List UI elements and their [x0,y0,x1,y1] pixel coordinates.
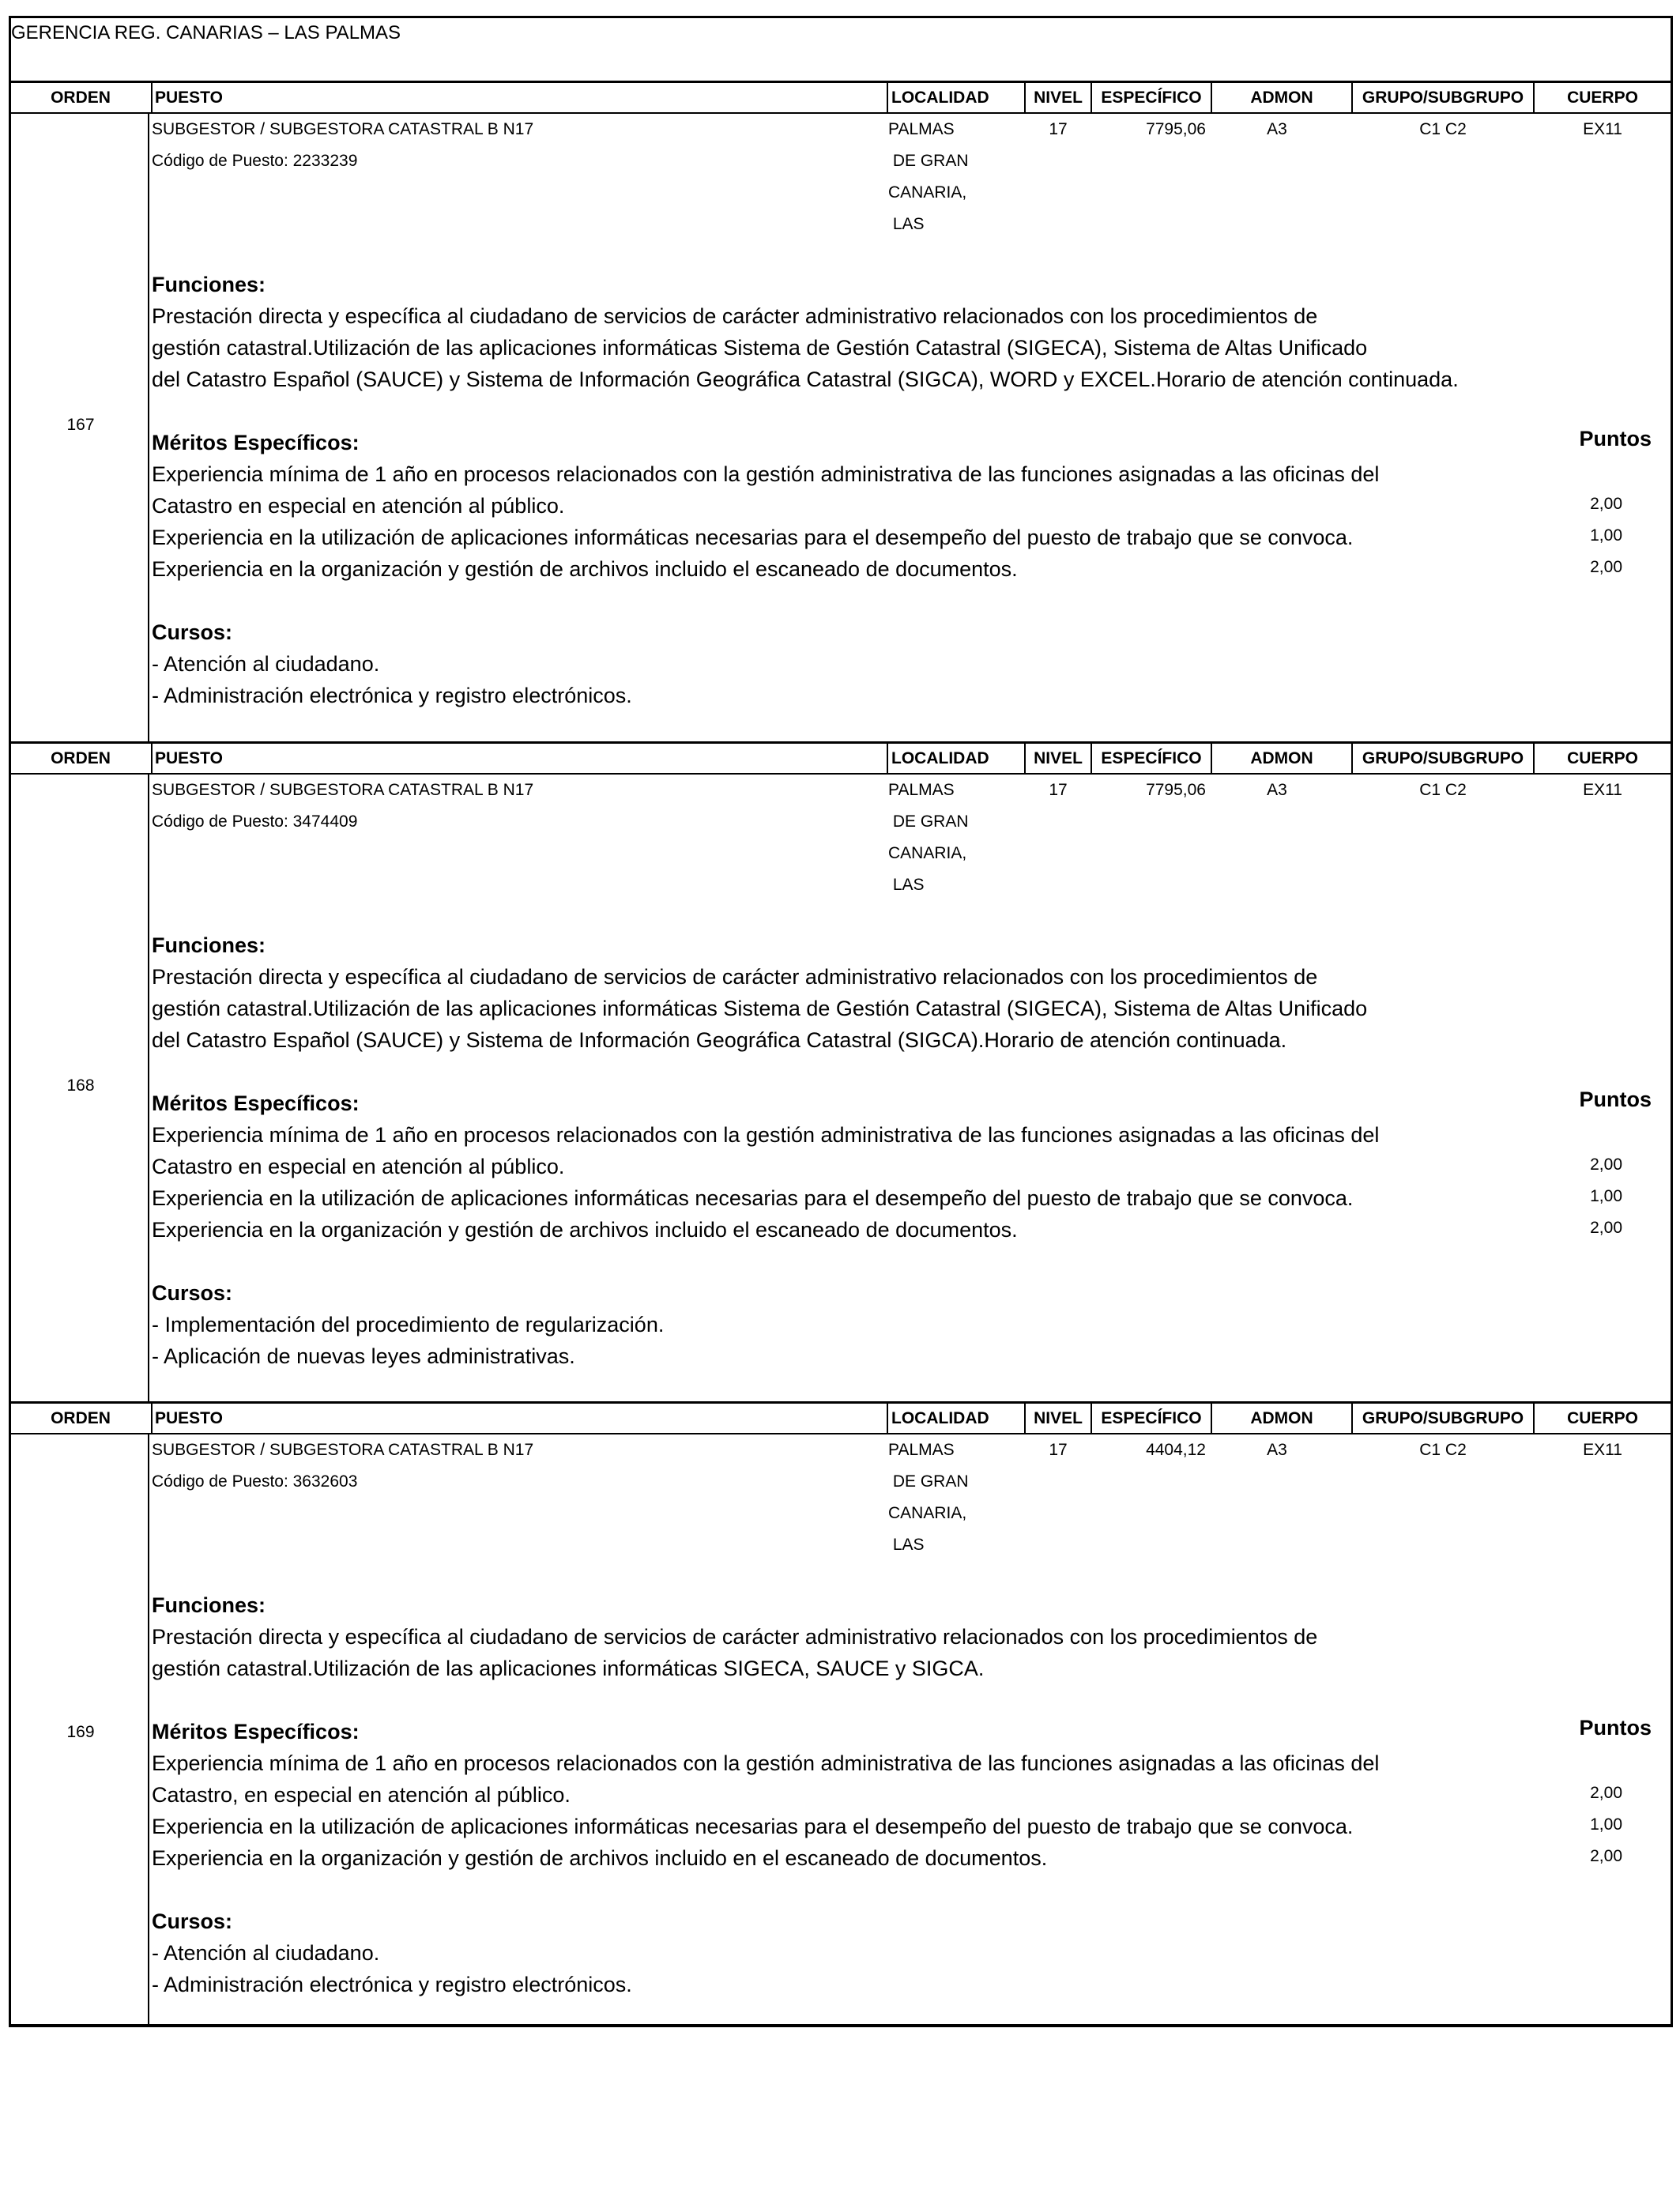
cuerpo-value: EX11 [1583,781,1622,799]
merito-text: Catastro, en especial en atención al público. [152,1783,571,1807]
column-header-nivel: NIVEL [1034,1409,1083,1427]
orden-number: 169 [66,1723,95,1741]
header-column-divider [1024,1401,1026,1434]
merito-text: Catastro en especial en atención al público. [152,1155,565,1178]
merito-text: Experiencia en la utilización de aplicaciones informáticas necesarias para el desempeño del puesto de trabajo que se convoca. [152,1186,1354,1210]
admon-value: A3 [1267,781,1287,799]
column-header-especifico: ESPECÍFICO [1101,1409,1202,1427]
header-bottom-rule [9,773,1673,775]
especifico-value: 4404,12 [1146,1441,1206,1459]
localidad-line: DE GRAN [888,1472,969,1491]
merito-points: 2,00 [1590,558,1622,576]
nivel-value: 17 [1049,1441,1068,1459]
funciones-text: Prestación directa y específica al ciudadano de servicios de carácter administrativo relacionados con los procedimientos de [152,965,1318,989]
header-column-divider [1211,741,1212,775]
localidad-line: PALMAS [888,781,955,799]
merito-points: 2,00 [1590,1219,1622,1237]
localidad-line: LAS [888,876,925,894]
nivel-value: 17 [1049,120,1068,138]
header-column-divider [1211,1401,1212,1434]
column-header-especifico: ESPECÍFICO [1101,89,1202,107]
merito-points: 1,00 [1590,1815,1622,1834]
merito-text: Experiencia en la organización y gestión de archivos incluido el escaneado de documentos. [152,1218,1018,1242]
especifico-value: 7795,06 [1146,781,1206,799]
header-column-divider [1024,81,1026,114]
meritos-heading: Méritos Específicos: [152,1091,360,1115]
codigo-puesto: Código de Puesto: 3632603 [152,1472,358,1491]
table-bottom-rule [9,2025,1673,2027]
column-header-admon: ADMON [1250,1409,1313,1427]
funciones-text: gestión catastral.Utilización de las aplicaciones informáticas Sistema de Gestión Catastral (SIGECA), Sistema de Altas Unificado [152,336,1368,360]
column-header-localidad: LOCALIDAD [891,89,989,107]
column-header-admon: ADMON [1250,749,1313,767]
puntos-heading: Puntos [1579,427,1652,450]
column-header-cuerpo: CUERPO [1567,1409,1638,1427]
header-column-divider [1351,741,1353,775]
funciones-heading: Funciones: [152,933,266,957]
column-header-localidad: LOCALIDAD [891,1409,989,1427]
header-bottom-rule [9,1433,1673,1434]
header-column-divider [1533,1401,1535,1434]
column-header-cuerpo: CUERPO [1567,749,1638,767]
header-column-divider [1211,81,1212,114]
puntos-heading: Puntos [1579,1716,1652,1740]
merito-text: Experiencia en la utilización de aplicaciones informáticas necesarias para el desempeño del puesto de trabajo que se convoca. [152,1815,1354,1838]
funciones-text: del Catastro Español (SAUCE) y Sistema de Información Geográfica Catastral (SIGCA).Horario de atención continuada. [152,1028,1287,1052]
merito-text: Catastro en especial en atención al público. [152,494,565,518]
column-header-orden: ORDEN [51,1409,111,1427]
localidad-line: DE GRAN [888,812,969,831]
grupo-value: C1 C2 [1419,120,1467,138]
header-bottom-rule [9,112,1673,114]
curso-item: - Aplicación de nuevas leyes administrativas. [152,1344,575,1368]
column-header-nivel: NIVEL [1034,89,1083,107]
column-header-puesto: PUESTO [155,1409,223,1427]
header-column-divider [1024,741,1026,775]
cuerpo-value: EX11 [1583,120,1622,138]
header-column-divider [887,81,888,114]
cursos-heading: Cursos: [152,620,233,644]
cursos-heading: Cursos: [152,1909,233,1933]
localidad-line: DE GRAN [888,152,969,170]
funciones-heading: Funciones: [152,273,266,296]
cuerpo-value: EX11 [1583,1441,1622,1459]
column-header-especifico: ESPECÍFICO [1101,749,1202,767]
column-header-grupo: GRUPO/SUBGRUPO [1362,1409,1524,1427]
merito-text: Experiencia mínima de 1 año en procesos relacionados con la gestión administrativa de las funciones asignadas a las oficinas del [152,1123,1380,1147]
localidad-line: CANARIA, [888,183,967,202]
localidad-line: PALMAS [888,120,955,138]
column-header-localidad: LOCALIDAD [891,749,989,767]
puesto-title: SUBGESTOR / SUBGESTORA CATASTRAL B N17 [152,1441,534,1459]
page-title: GERENCIA REG. CANARIAS – LAS PALMAS [11,22,401,43]
merito-points: 2,00 [1590,495,1622,513]
grupo-value: C1 C2 [1419,781,1467,799]
curso-item: - Administración electrónica y registro electrónicos. [152,1973,632,1996]
header-top-rule [9,741,1673,744]
curso-item: - Atención al ciudadano. [152,1941,380,1965]
column-header-orden: ORDEN [51,749,111,767]
merito-points: 2,00 [1590,1847,1622,1865]
puesto-title: SUBGESTOR / SUBGESTORA CATASTRAL B N17 [152,781,534,799]
header-column-divider [1533,81,1535,114]
puntos-heading: Puntos [1579,1088,1652,1111]
puesto-title: SUBGESTOR / SUBGESTORA CATASTRAL B N17 [152,120,534,138]
funciones-text: gestión catastral.Utilización de las aplicaciones informáticas SIGECA, SAUCE y SIGCA. [152,1657,985,1680]
meritos-heading: Méritos Específicos: [152,431,360,454]
header-column-divider [887,741,888,775]
header-column-divider [887,1401,888,1434]
header-column-divider [1351,81,1353,114]
funciones-heading: Funciones: [152,1593,266,1617]
column-header-cuerpo: CUERPO [1567,89,1638,107]
column-header-nivel: NIVEL [1034,749,1083,767]
header-column-divider [151,741,153,775]
admon-value: A3 [1267,1441,1287,1459]
column-header-grupo: GRUPO/SUBGRUPO [1362,749,1524,767]
column-header-orden: ORDEN [51,89,111,107]
orden-number: 167 [66,416,95,434]
column-header-puesto: PUESTO [155,749,223,767]
codigo-puesto: Código de Puesto: 2233239 [152,152,358,170]
localidad-line: LAS [888,215,925,233]
header-column-divider [151,1401,153,1434]
merito-text: Experiencia mínima de 1 año en procesos relacionados con la gestión administrativa de las funciones asignadas a las oficinas del [152,1751,1380,1775]
funciones-text: gestión catastral.Utilización de las aplicaciones informáticas Sistema de Gestión Catastral (SIGECA), Sistema de Altas Unificado [152,997,1368,1020]
header-column-divider [1090,1401,1092,1434]
header-column-divider [1090,81,1092,114]
localidad-line: PALMAS [888,1441,955,1459]
grupo-value: C1 C2 [1419,1441,1467,1459]
merito-text: Experiencia en la organización y gestión de archivos incluido el escaneado de documentos. [152,557,1018,581]
localidad-line: CANARIA, [888,844,967,862]
column-header-admon: ADMON [1250,89,1313,107]
orden-number: 168 [66,1076,95,1095]
header-column-divider [1533,741,1535,775]
funciones-text: Prestación directa y específica al ciudadano de servicios de carácter administrativo relacionados con los procedimientos de [152,304,1318,328]
column-header-grupo: GRUPO/SUBGRUPO [1362,89,1524,107]
especifico-value: 7795,06 [1146,120,1206,138]
nivel-value: 17 [1049,781,1068,799]
merito-text: Experiencia mínima de 1 año en procesos relacionados con la gestión administrativa de las funciones asignadas a las oficinas del [152,462,1380,486]
codigo-puesto: Código de Puesto: 3474409 [152,812,358,831]
localidad-line: CANARIA, [888,1504,967,1522]
cursos-heading: Cursos: [152,1281,233,1305]
header-top-rule [9,1401,1673,1404]
header-top-rule [9,81,1673,83]
curso-item: - Administración electrónica y registro electrónicos. [152,684,632,707]
column-header-puesto: PUESTO [155,89,223,107]
localidad-line: LAS [888,1536,925,1554]
merito-text: Experiencia en la utilización de aplicaciones informáticas necesarias para el desempeño del puesto de trabajo que se convoca. [152,526,1354,549]
admon-value: A3 [1267,120,1287,138]
header-column-divider [151,81,153,114]
merito-points: 2,00 [1590,1155,1622,1174]
funciones-text: del Catastro Español (SAUCE) y Sistema de Información Geográfica Catastral (SIGCA), WORD y EXCEL.Horario de atención continuada. [152,368,1459,391]
merito-points: 1,00 [1590,526,1622,545]
merito-text: Experiencia en la organización y gestión de archivos incluido en el escaneado de documentos. [152,1846,1048,1870]
meritos-heading: Méritos Específicos: [152,1720,360,1744]
funciones-text: Prestación directa y específica al ciudadano de servicios de carácter administrativo relacionados con los procedimientos de [152,1625,1318,1649]
header-column-divider [1351,1401,1353,1434]
curso-item: - Atención al ciudadano. [152,652,380,676]
merito-points: 1,00 [1590,1187,1622,1205]
header-column-divider [1090,741,1092,775]
curso-item: - Implementación del procedimiento de regularización. [152,1313,665,1336]
merito-points: 2,00 [1590,1784,1622,1802]
